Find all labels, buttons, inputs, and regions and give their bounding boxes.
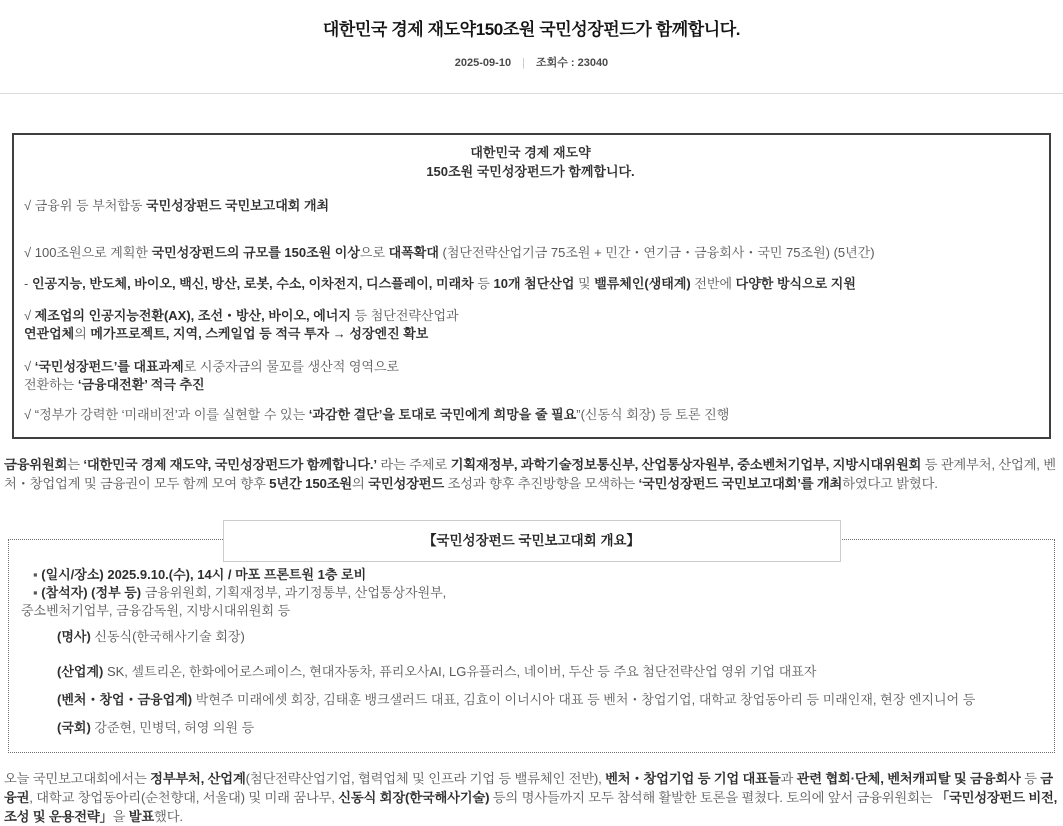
summary-box-title-line1: 대한민국 경제 재도약 [470,145,591,160]
overview-item-notables: (명사) 신동식(한국해사기술 회장) [57,629,245,644]
summary-item: - 인공지능, 반도체, 바이오, 백신, 방산, 로봇, 수소, 이차전지, 디스플레이, 미래차 등 10개 첨단산업 및 밸류체인(생태계) 전반에 다양한 방식으로 지원 [24,276,856,291]
overview-item-datetime: ▪ (일시/장소) 2025.9.10.(수), 14시 / 마포 프론트원 1층 로비 [33,567,367,582]
lead-paragraph: 금융위원회는 ‘대한민국 경제 재도약, 국민성장펀드가 함께합니다.’ 라는 주제로 기획재정부, 과학기술정보통신부, 산업통상자원부, 중소벤처기업부, 지방시대위원회 등 관계부처, 산업계, 벤처・창업업계 및 금융권이 모두 함께 모여 향후 5년간 150조원의 국민성장펀드 조성과 향후 추진방향을 모색하는 ‘국민성장펀드 국민보고대회’를 개최하였다고 밝혔다. [4,457,1056,491]
overview-item-assembly: (국회) 강준현, 민병덕, 허영 의원 등 [57,720,255,735]
meta-separator: | [522,57,525,69]
overview-item-venture-finance: (벤처・창업・금융업계) 박현주 미래에셋 회장, 김태훈 뱅크샐러드 대표, 김효이 이너시아 대표 등 벤처・창업기업, 대학교 창업동아리 등 미래인재, 현장 엔지니어 등 [57,692,976,707]
header-divider [0,93,1063,94]
article-page [0,15,1063,826]
summary-item: √ ‘국민성장펀드’를 대표과제로 시중자금의 물꼬를 생산적 영역으로 [24,359,400,374]
summary-box-title-line2: 150조원 국민성장펀드가 함께합니다. [426,164,635,179]
overview-item-attendees-gov: ▪ (참석자) (정부 등) 금융위원회, 기획재정부, 과기정통부, 산업통상자원부, [33,585,447,600]
overview-box [8,533,1055,753]
article-meta [0,54,1063,70]
summary-item: √ 100조원으로 계획한 국민성장펀드의 규모를 150조원 이상으로 대폭확대 (첨단전략산업기금 75조원 + 민간・연기금・금융회사・국민 75조원) (5년간) [24,245,875,260]
page-title: 대한민국 경제 재도약150조원 국민성장펀드가 함께합니다. [322,20,741,39]
summary-box [12,133,1051,439]
summary-item-continued: 연관업체의 메가프로젝트, 지역, 스케일업 등 적극 투자 → 성장엔진 확보 [24,326,429,341]
article-date: 2025-09-10 [454,57,512,69]
summary-item: √ 금융위 등 부처합동 국민성장펀드 국민보고대회 개최 [24,198,330,213]
summary-item: √ 제조업의 인공지능전환(AX), 조선・방산, 바이오, 에너지 등 첨단전략산업과 [24,308,459,323]
summary-item-continued: 전환하는 ‘금융대전환’ 적극 추진 [24,377,205,392]
overview-item-attendees-gov-continued: 중소벤처기업부, 금융감독원, 지방시대위원회 등 [21,603,291,618]
overview-box-heading: 【국민성장펀드 국민보고대회 개요】 [223,520,841,562]
overview-item-industry: (산업계) SK, 셀트리온, 한화에어로스페이스, 현대자동차, 퓨리오사AI, LG유플러스, 네이버, 두산 등 주요 첨단전략산업 영위 기업 대표자 [57,664,817,679]
closing-paragraph: 오늘 국민보고대회에서는 정부부처, 산업계(첨단전략산업기업, 협력업체 및 인프라 기업 등 밸류체인 전반), 벤처・창업기업 등 기업 대표들과 관련 협회·단체, 벤처캐피탈 및 금융회사 등 금융권, 대학교 창업동아리(순천향대, 서울대) 및 미래 꿈나무, 신동식 회장(한국해사기술) 등의 명사들까지 모두 참석해 활발한 토론을 펼쳤다. 토의에 앞서 금융위원회는 「국민성장펀드 비전, 조성 및 운용전략」을 발표했다. [4,771,1058,824]
summary-item: √ “정부가 강력한 ‘미래비전’과 이를 실현할 수 있는 ‘과감한 결단’을 토대로 국민에게 희망을 줄 필요”(신동식 회장) 등 토론 진행 [24,407,730,422]
view-count: 조회수 : 23040 [535,57,609,69]
